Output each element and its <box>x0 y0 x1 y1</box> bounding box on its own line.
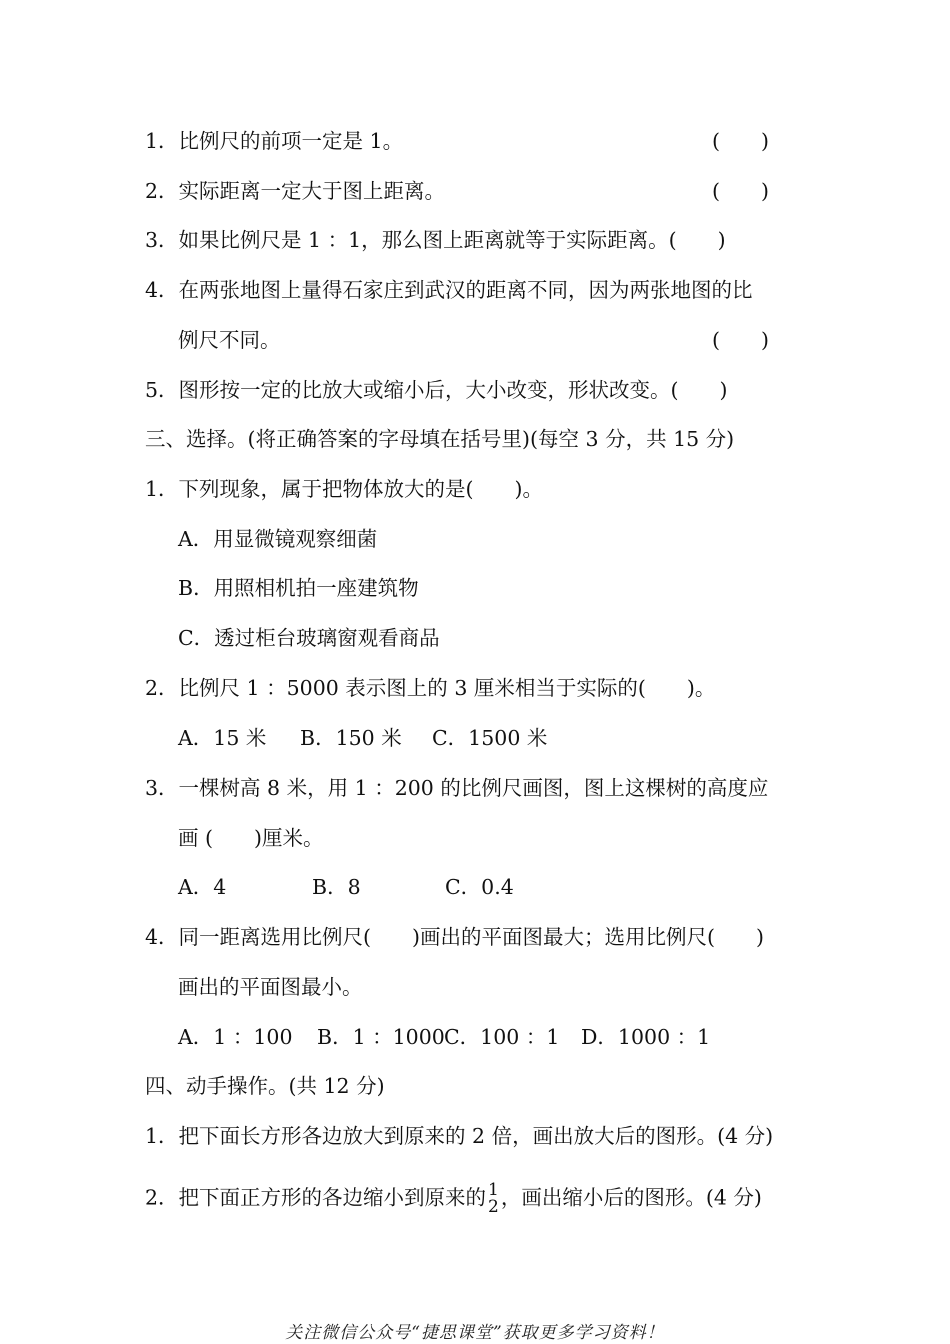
fraction-numerator: 1 <box>488 1180 499 1200</box>
operate-q2-text-after: ，画出缩小后的图形。(4 分) <box>500 1185 762 1210</box>
judge-item-4-cont: 例尺不同。 <box>178 328 281 352</box>
answer-paren[interactable]: ( ) <box>712 328 769 352</box>
choice-q2-option-b: B．150 米 <box>300 726 402 750</box>
judge-item-1: 1．比例尺的前项一定是 1。 <box>145 129 404 153</box>
operate-q1: 1．把下面长方形各边放大到原来的 2 倍，画出放大后的图形。(4 分) <box>145 1124 774 1148</box>
choice-q2-option-a: A．15 米 <box>178 726 267 750</box>
answer-paren[interactable]: ( ) <box>712 179 769 203</box>
choice-q3-stem-cont: 画 ( )厘米。 <box>178 826 324 850</box>
choice-q2-stem: 2．比例尺 1 ：5000 表示图上的 3 厘米相当于实际的( )。 <box>145 676 716 700</box>
footer-note: 关注微信公众号“捷思课堂”获取更多学习资料！ <box>285 1323 665 1343</box>
choice-q4-stem-cont: 画出的平面图最小。 <box>178 975 363 999</box>
choice-q1-option-a: A．用显微镜观察细菌 <box>178 527 378 551</box>
operate-q2-text-before: 2．把下面正方形的各边缩小到原来的 <box>145 1185 487 1210</box>
choice-q4-option-b: B．1 ：1000 <box>317 1025 445 1049</box>
judge-item-3: 3．如果比例尺是 1 ：1，那么图上距离就等于实际距离。( ) <box>145 228 726 252</box>
section-heading-operate: 四、动手操作。(共 12 分) <box>145 1074 385 1098</box>
operate-q2 <box>145 1182 762 1216</box>
choice-q1-option-c: C．透过柜台玻璃窗观看商品 <box>178 626 440 650</box>
judge-item-4: 4．在两张地图上量得石家庄到武汉的距离不同，因为两张地图的比 <box>145 278 753 302</box>
choice-q3-option-b: B．8 <box>312 875 361 899</box>
judge-item-2: 2．实际距离一定大于图上距离。 <box>145 179 446 203</box>
choice-q1-stem: 1．下列现象，属于把物体放大的是( )。 <box>145 477 544 501</box>
section-heading-choice: 三、选择。(将正确答案的字母填在括号里)(每空 3 分，共 15 分) <box>145 427 735 451</box>
choice-q2-option-c: C．1500 米 <box>432 726 548 750</box>
choice-q3-option-a: A．4 <box>178 875 227 899</box>
choice-q3-option-c: C．0.4 <box>445 875 514 899</box>
choice-q4-stem: 4．同一距离选用比例尺( )画出的平面图最大；选用比例尺( ) <box>145 925 765 949</box>
fraction-denominator: 2 <box>488 1197 499 1217</box>
judge-item-5: 5．图形按一定的比放大或缩小后，大小改变，形状改变。( ) <box>145 378 728 402</box>
choice-q4-option-c: C．100 ：1 <box>444 1025 560 1049</box>
choice-q3-stem: 3．一棵树高 8 米，用 1 ：200 的比例尺画图，图上这棵树的高度应 <box>145 776 769 800</box>
choice-q4-option-d: D．1000 ：1 <box>581 1025 711 1049</box>
choice-q1-option-b: B．用照相机拍一座建筑物 <box>178 576 419 600</box>
choice-q4-option-a: A．1 ：100 <box>178 1025 293 1049</box>
answer-paren[interactable]: ( ) <box>712 129 769 153</box>
fraction-one-half <box>488 1182 499 1216</box>
